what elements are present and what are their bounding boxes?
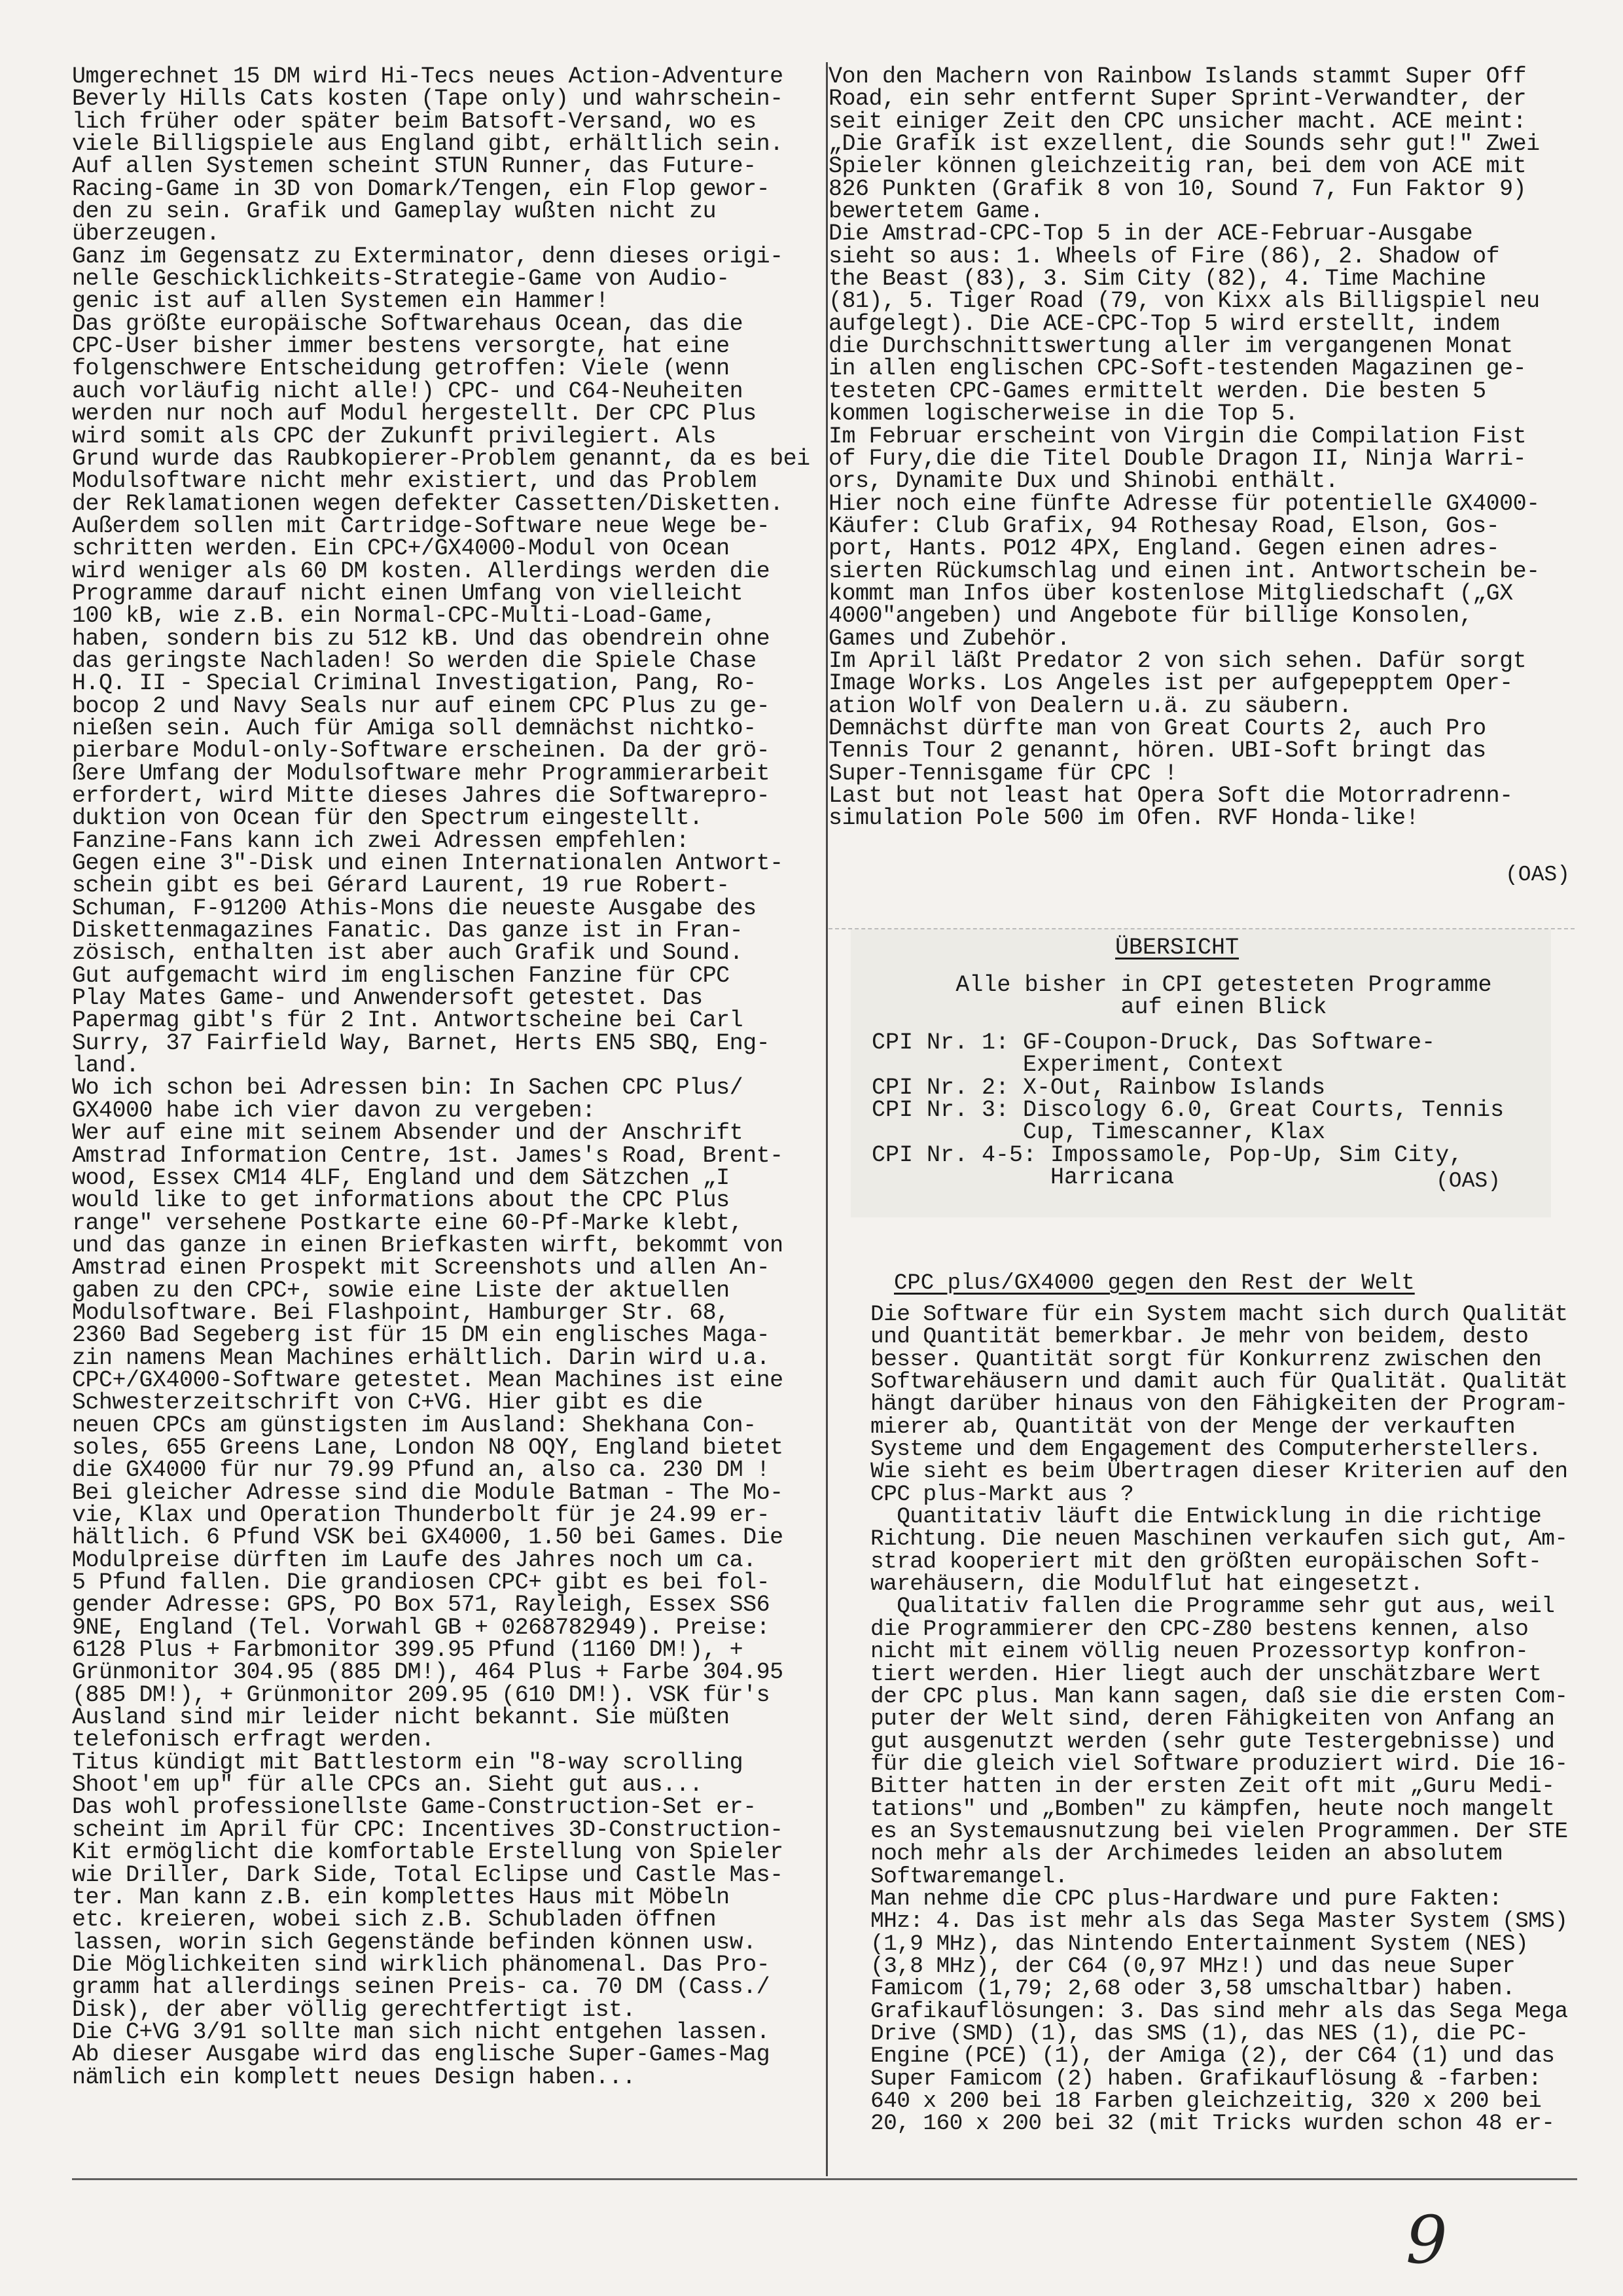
right-column-news-text: Von den Machern von Rainbow Islands stammt Super Off Road, ein sehr entfernt Super Sprint-Verwandter, der seit einiger Zeit den CPC unsicher macht. ACE meint: „Die Grafik ist exzellent, die Sounds sehr gut!" Zwei Spieler können gleichzeitig ran, bei dem von ACE mit 826 Punkten (Grafik 8 von 10, Sound 7, Fun Faktor 9) bewertetem Game. Die Amstrad-CPC-Top 5 in der ACE-Februar-Ausgabe sieht so aus: 1. Wheels of Fire (86), 2. Shadow of the Beast (83), 3. Sim City (82), 4. Time Machine (81), 5. Tiger Road (79, von Kixx als Billigspiel neu aufgelegt). Die ACE-CPC-Top 5 wird erstellt, indem die Durchschnittswertung aller im vergangenen Monat in allen englischen CPC-Soft-testenden Magazinen ge- testeten CPC-Games ermittelt werden. Die besten 5 kommen logischerweise in die Top 5. Im Februar erscheint von Virgin die Compilation Fist of Fury,die die Titel Double Dragon II, Ninja Warri- ors, Dynamite Dux und Shinobi enthält. Hier noch eine fünfte Adresse für potentielle GX4000- Käufer: Club Grafix, 94 Rothesay Road, Elson, Gos- port, Hants. PO12 4PX, England. Gegen einen adres- sierten Rückumschlag und einen int. Antwortschein be- kommt man Infos über kostenlose Mitgliedschaft („GX 4000"angeben) und Angebote für billige Konsolen, Games und Zubehör. Im April läßt Predator 2 von sich sehen. Dafür sorgt Image Works. Los Angeles ist per aufgepepptem Oper- ation Wolf von Dealern u.ä. zu säubern. Demnächst dürfte man von Great Courts 2, auch Pro Tennis Tour 2 genannt, hören. UBI-Soft bringt das Super-Tennisgame für CPC ! Last but not least hat Opera Soft die Motorradrenn- simulation Pole 500 im Ofen. RVF Honda-like! [829, 63, 1540, 832]
article-title: CPC plus/GX4000 gegen den Rest der Welt [894, 1271, 1415, 1296]
author-signature: (OAS) [1505, 863, 1571, 887]
left-column-text: Umgerechnet 15 DM wird Hi-Tecs neues Action-Adventure Beverly Hills Cats kosten (Tape only) und wahrschein- lich früher oder später beim Batsoft-Versand, wo es viele Billigspiele aus England gibt, erhältlich sein. Auf allen Systemen scheint STUN Runner, das Future- Racing-Game in 3D von Domark/Tengen, ein Flop gewor- den zu sein. Grafik und Gameplay wußten nicht zu überzeugen. Ganz im Gegensatz zu Exterminator, denn dieses origi- nelle Geschicklichkeits-Strategie-Game von Audio- genic ist auf allen Systemen ein Hammer! Das größte europäische Softwarehaus Ocean, das die CPC-User bisher immer bestens versorgte, hat eine folgenschwere Entscheidung getroffen: Viele (wenn auch vorläufig nicht alle!) CPC- und C64-Neuheiten werden nur noch auf Modul hergestellt. Der CPC Plus wird somit als CPC der Zukunft privilegiert. Als Grund wurde das Raubkopierer-Problem genannt, da es bei Modulsoftware nicht mehr existiert, und das Problem der Reklamationen wegen defekter Cassetten/Disketten. Außerdem sollen mit Cartridge-Software neue Wege be- schritten werden. Ein CPC+/GX4000-Modul von Ocean wird weniger als 60 DM kosten. Allerdings werden die Programme darauf nicht einen Umfang von vielleicht 100 kB, wie z.B. ein Normal-CPC-Multi-Load-Game, haben, sondern bis zu 512 kB. Und das obendrein ohne das geringste Nachladen! So werden die Spiele Chase H.Q. II - Special Criminal Investigation, Pang, Ro- bocop 2 und Navy Seals nur auf einem CPC Plus zu ge- nießen sein. Auch für Amiga soll demnächst nichtko- pierbare Modul-only-Software erscheinen. Da der grö- ßere Umfang der Modulsoftware mehr Programmierarbeit erfordert, wird Mitte dieses Jahres die Softwarepro- duktion von Ocean für den Spectrum eingestellt. Fanzine-Fans kann ich zwei Adressen empfehlen: Gegen eine 3"-Disk und einen Internationalen Antwort- schein gibt es bei Gérard Laurent, 19 rue Robert- Schuman, F-91200 Athis-Mons die neueste Ausgabe des Diskettenmagazines Fanatic. Das ganze ist in Fran- zösisch, enthalten ist aber auch Grafik und Sound. Gut aufgemacht wird im englischen Fanzine für CPC Play Mates Game- und Anwendersoft getestet. Das Papermag gibt's für 2 Int. Antwortscheine bei Carl Surry, 37 Fairfield Way, Barnet, Herts EN5 SBQ, Eng- land. Wo ich schon bei Adressen bin: In Sachen CPC Plus/ GX4000 habe ich vier davon zu vergeben: Wer auf eine mit seinem Absender und der Anschrift Amstrad Information Centre, 1st. James's Road, Brent- wood, Essex CM14 4LF, England und dem Sätzchen „I would like to get informations about the CPC Plus range" versehene Postkarte eine 60-Pf-Marke klebt, und das ganze in einen Briefkasten wirft, bekommt von Amstrad einen Prospekt mit Screenshots und allen An- gaben zu den CPC+, sowie eine Liste der aktuellen Modulsoftware. Bei Flashpoint, Hamburger Str. 68, 2360 Bad Segeberg ist für 15 DM ein englisches Maga- zin namens Mean Machines erhältlich. Darin wird u.a. CPC+/GX4000-Software getestet. Mean Machines ist eine Schwesterzeitschrift von C+VG. Hier gibt es die neuen CPCs am günstigsten im Ausland: Shekhana Con- soles, 655 Greens Lane, London N8 OQY, England bietet die GX4000 für nur 79.99 Pfund an, also ca. 230 DM ! Bei gleicher Adresse sind die Module Batman - The Mo- vie, Klax und Operation Thunderbolt für je 24.99 er- hältlich. 6 Pfund VSK bei GX4000, 1.50 bei Games. Die Modulpreise dürften im Laufe des Jahres noch um ca. 5 Pfund fallen. Die grandiosen CPC+ gibt es bei fol- gender Adresse: GPS, PO Box 571, Rayleigh, Essex SS6 9NE, England (Tel. Vorwahl GB + 0268782949). Preise: 6128 Plus + Farbmonitor 399.95 Pfund (1160 DM!), + Grünmonitor 304.95 (885 DM!), 464 Plus + Farbe 304.95 (885 DM!), + Grünmonitor 209.95 (610 DM!). VSK für's Ausland sind mir leider nicht bekannt. Sie müßten telefonisch erfragt werden. Titus kündigt mit Battlestorm ein "8-way scrolling Shoot'em up" für alle CPCs an. Sieht gut aus... Das wohl professionellste Game-Construction-Set er- scheint im April für CPC: Incentives 3D-Construction- Kit ermöglicht die komfortable Erstellung von Spieler wie Driller, Dark Side, Total Eclipse und Castle Mas- ter. Man kann z.B. ein komplettes Haus mit Möbeln etc. kreieren, wobei sich z.B. Schubladen öffnen lassen, worin sich Gegenstände befinden können usw. Die Möglichkeiten sind wirklich phänomenal. Das Pro- gramm hat allerdings seinen Preis- ca. 70 DM (Cass./ Disk), der aber völlig gerechtfertigt ist. Die C+VG 3/91 sollte man sich nicht entgehen lassen. Ab dieser Ausgabe wird das englische Super-Games-Mag nämlich ein komplett neues Design haben... [72, 63, 810, 2090]
page-number: 9 [1406, 2202, 1448, 2278]
bottom-rule [72, 2178, 1577, 2180]
article-body: Die Software für ein System macht sich durch Qualität und Quantität bemerkbar. Je mehr von beidem, desto besser. Quantität sorgt für Konkurrenz zwischen den Softwarehäusern und damit auch für Qualität. Qualität hängt darüber hinaus von den Fähigkeiten der Program- mierer ab, Quantität von der Menge der verkauften Systeme und dem Engagement des Computerherstellers. Wie sieht es beim Übertragen dieser Kriterien auf den CPC plus-Markt aus ? Quantitativ läuft die Entwicklung in die richtige Richtung. Die neuen Maschinen verkaufen sich gut, Am- strad kooperiert mit den größten europäischen Soft- warehäusern, die Modulflut hat eingesetzt. Qualitativ fallen die Programme sehr gut aus, weil die Programmierer den CPC-Z80 bestens kennen, also nicht mit einem völlig neuen Prozessortyp konfron- tiert werden. Hier liegt auch der unschätzbare Wert der CPC plus. Man kann sagen, daß sie die ersten Com- puter der Welt sind, deren Fähigkeiten von Anfang an gut ausgenutzt werden (sehr gute Testergebnisse) und für die gleich viel Software produziert wird. Die 16- Bitter hatten in der ersten Zeit oft mit „Guru Medi- tations" und „Bomben" zu kämpfen, heute noch mangelt es an Systemausnutzung bei vielen Programmen. Der STE noch mehr als der Archimedes leiden an absolutem Softwaremangel. Man nehme die CPC plus-Hardware und pure Fakten: MHz: 4. Das ist mehr als das Sega Master System (SMS) (1,9 MHz), das Nintendo Entertainment System (NES) (3,8 MHz), der C64 (0,97 MHz!) und das neue Super Famicom (1,79; 2,68 oder 3,58 umschaltbar) haben. Grafikauflösungen: 3. Das sind mehr als das Sega Mega Drive (SMD) (1), das SMS (1), das NES (1), die PC- Engine (PCE) (1), der Amiga (2), der C64 (1) und das Super Famicom (2) haben. Grafikauflösung & -farben: 640 x 200 bei 18 Farben gleichzeitig, 320 x 200 bei 20, 160 x 200 bei 32 (mit Tricks wurden schon 48 er- [870, 1302, 1568, 2137]
column-divider [826, 62, 828, 2176]
overview-entries: CPI Nr. 1: GF-Coupon-Druck, Das Software- Experiment, Context CPI Nr. 2: X-Out, Rainbow Islands CPI Nr. 3: Discology 6.0, Great Courts, Tennis Cup, Timescanner, Klax CPI Nr. 4-5: Impossamole, Pop-Up, Sim City, Harricana [872, 1030, 1505, 1191]
overview-subtitle: Alle bisher in CPI getesteten Programme auf einen Blick [955, 972, 1492, 1021]
overview-title: ÜBERSICHT [1115, 935, 1240, 961]
overview-author: (OAS) [1436, 1169, 1501, 1193]
